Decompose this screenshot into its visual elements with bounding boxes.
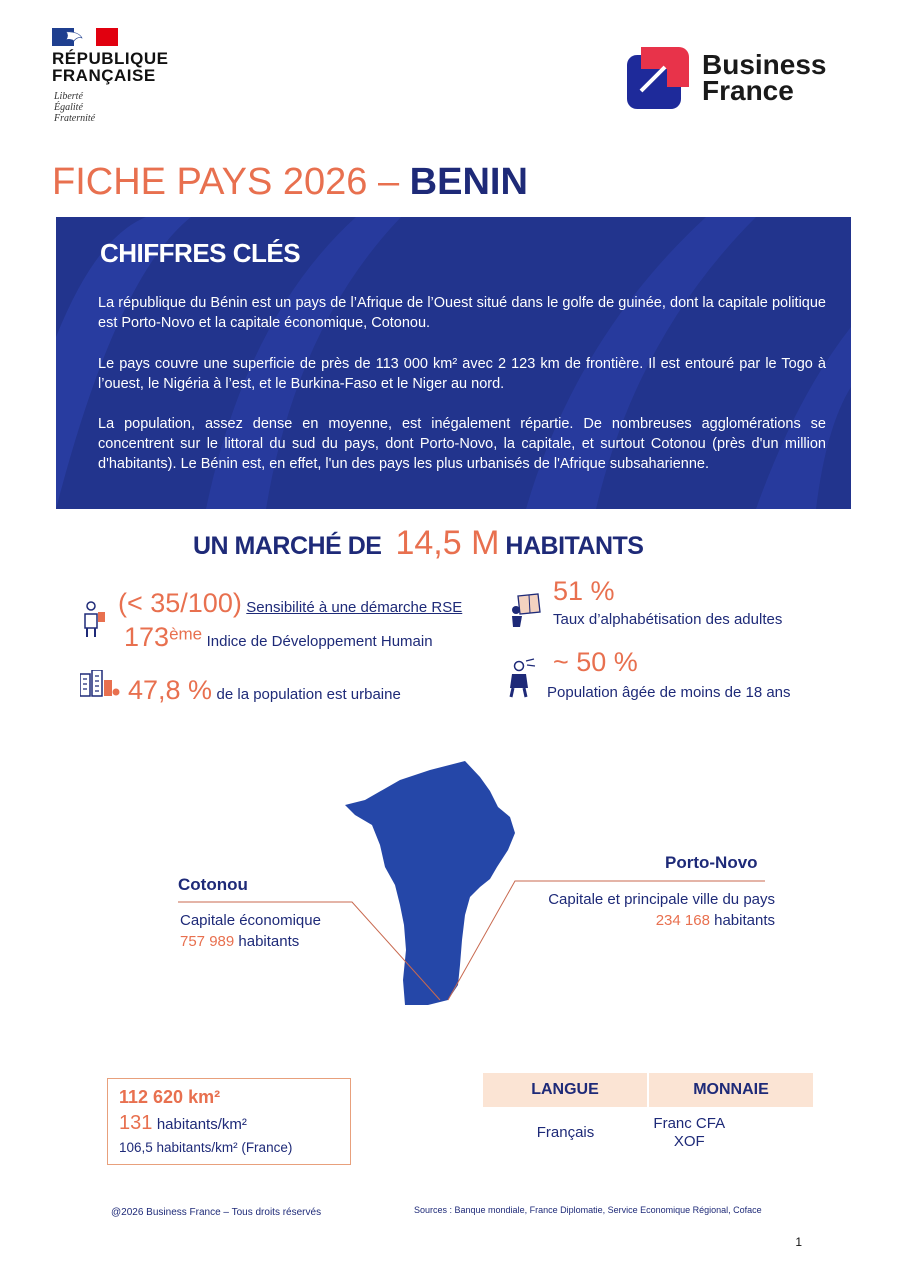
cotonou-info [180,910,321,952]
market-label-pre: UN MARCHÉ DE [193,532,382,560]
key-figures-paragraph-1: La république du Bénin est un pays de l’Afrique de l’Ouest situé dans le golfe de guinée, dont la capitale politique est Porto-Novo et la capitale économique, Cotonou. [98,295,826,331]
rse-value: (< 35/100) [118,588,242,618]
cotonou-pop: 757 989 [180,933,235,950]
porto-novo-name: Porto-Novo [665,853,758,872]
currency-value [648,1115,813,1151]
france-density: 106,5 habitants/km² (France) [119,1140,293,1155]
literacy-value: 51 % [553,576,615,606]
porto-novo-pop-unit: habitants [714,912,775,929]
area-surface: 112 620 km² [119,1087,221,1107]
density-unit: habitants/km² [156,1116,247,1133]
motto-egalite: Égalité [54,102,83,113]
currency-line2: XOF [673,1133,705,1150]
rse-label: Sensibilité à une démarche RSE [246,599,463,616]
table-header [483,1073,813,1107]
language-currency-table [483,1073,813,1151]
porto-novo-desc: Capitale et principale ville du pays [548,891,775,908]
youth-label: Population âgée de moins de 18 ans [547,684,791,701]
language-value: Français [536,1124,595,1141]
area-box [107,1078,351,1165]
key-figures-heading: CHIFFRES CLÉS [100,238,301,268]
porto-novo-pop: 234 168 [655,912,710,929]
urban-label: de la population est urbaine [216,686,401,703]
key-figures-paragraph-3: La population, assez dense en moyenne, est inégalement répartie. De nombreuses agglomérations se concentrent sur le littoral du sud du pays, dont Porto-Novo, la capitale, et surtout Cotonou (près d'un million d'habitants). Le Bénin est, en effet, l'un des pays les plus urbanisés de l'Afrique subsaharienne. [98,416,826,472]
porto-novo-info [548,889,775,931]
brand-line1: Business [702,49,827,80]
market-label-post: HABITANTS [505,532,644,560]
market-value: 14,5 M [395,524,500,562]
porto-novo-pop-line [548,910,775,931]
area-density [119,1112,247,1135]
key-figures-paragraph-2: Le pays couvre une superficie de près de 113 000 km² avec 2 123 km de frontière. Il est entouré par le Togo à l’ouest, le Nigéria à l’est, et le Burkina-Faso et le Niger au nord. [98,356,826,392]
copyright: @2026 Business France – Tous droits réservés [111,1207,322,1218]
cotonou-name: Cotonou [178,875,248,894]
idh-label: Indice de Développement Humain [206,633,433,650]
currency-header: MONNAIE [693,1081,769,1098]
cotonou-pop-unit: habitants [238,933,300,950]
density-value: 131 [119,1112,153,1134]
cotonou-pop-line [180,931,321,952]
gov-name-line2: FRANÇAISE [52,66,156,85]
gov-name-line1: RÉPUBLIQUE [52,49,169,68]
motto-fraternite: Fraternité [54,113,96,124]
literacy-label: Taux d’alphabétisation des adultes [553,611,783,628]
idh-rank: 173 [124,622,170,652]
table-row [483,1115,813,1151]
title-country: BENIN [409,161,528,203]
language-header: LANGUE [483,1073,649,1107]
sources: Sources : Banque mondiale, France Diplomatie, Service Economique Régional, Coface [414,1205,762,1215]
idh-sup: ème [169,624,203,644]
cotonou-desc: Capitale économique [180,912,321,929]
youth-value: ~ 50 % [553,647,638,677]
title-prefix: FICHE PAYS 2026 – [52,161,410,203]
currency-line1: Franc CFA [653,1115,726,1132]
urban-value: 47,8 % [128,675,213,705]
motto-liberte: Liberté [54,91,83,102]
brand-line2: France [702,75,794,106]
page-number: 1 [795,1235,802,1249]
